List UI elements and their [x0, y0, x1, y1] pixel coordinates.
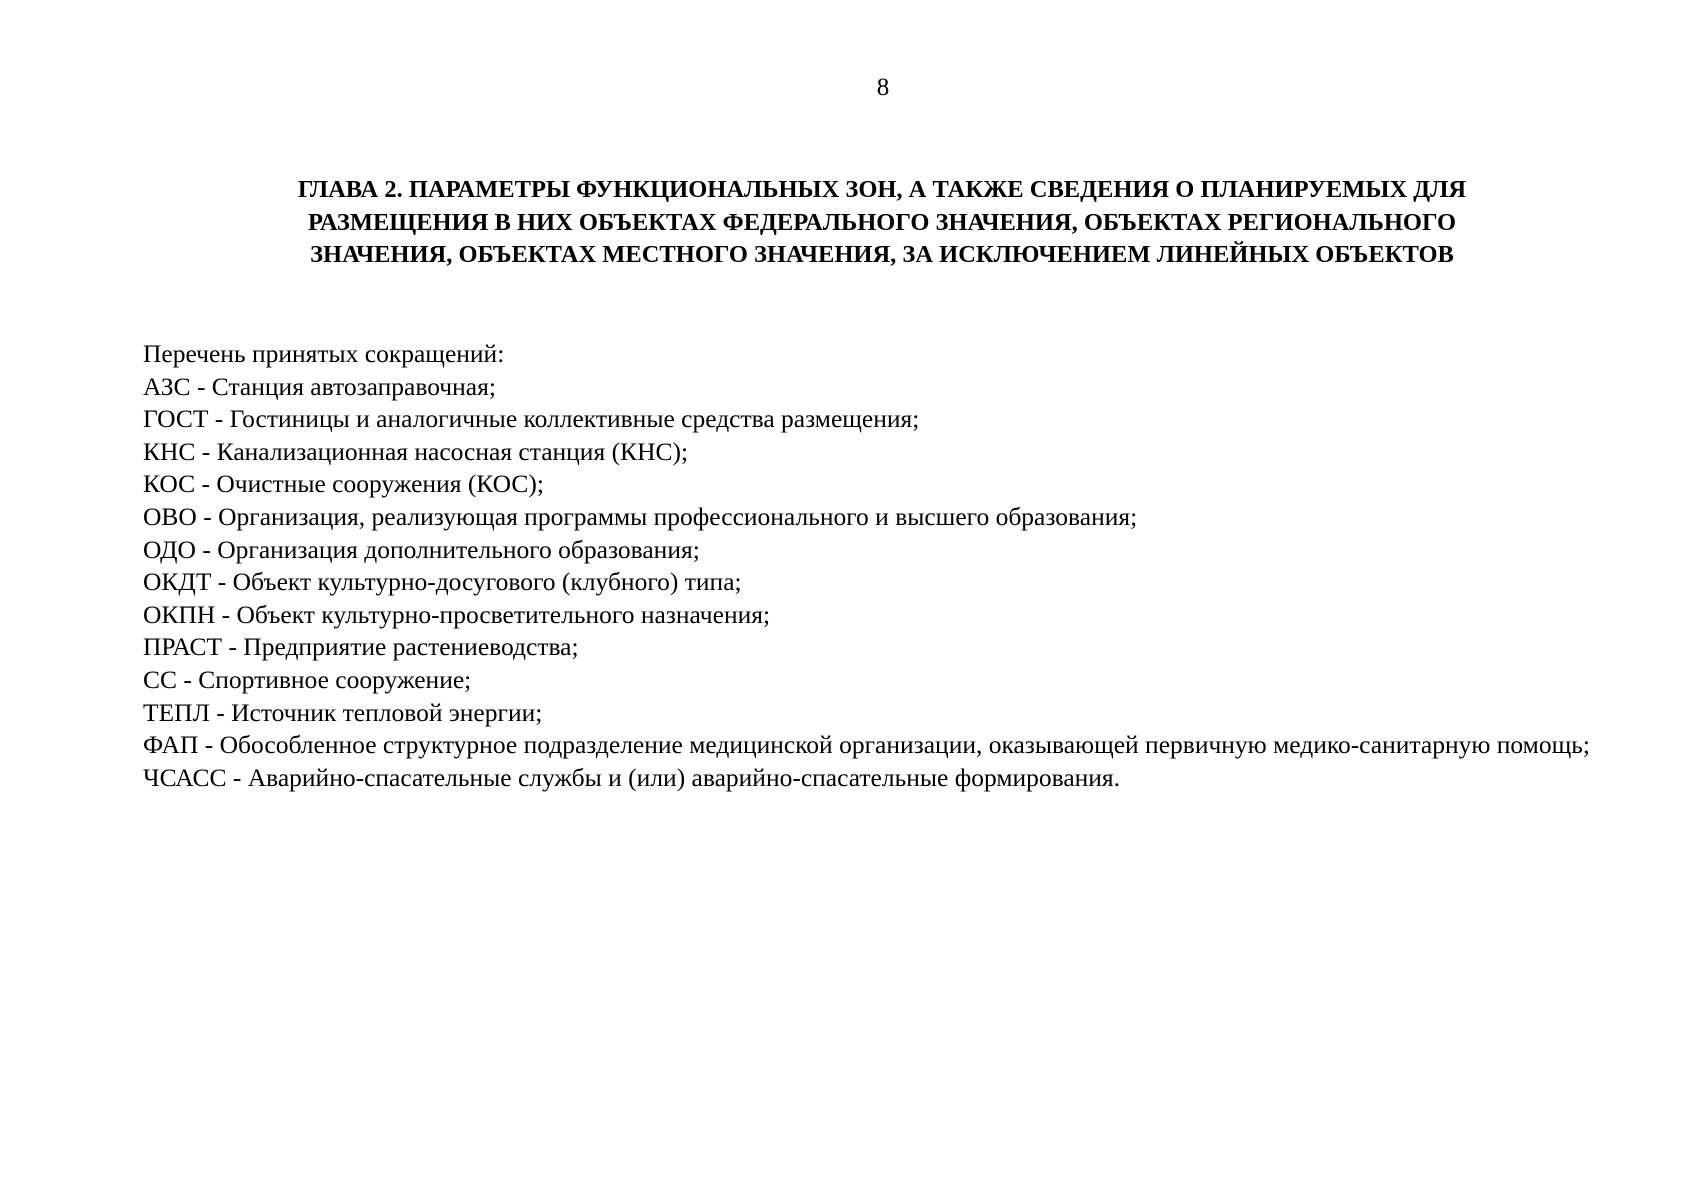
list-item: КОС - Очистные сооружения (КОС); — [143, 469, 544, 499]
list-item: ОВО - Организация, реализующая программы профессионального и высшего образования; — [143, 501, 1138, 531]
list-item: ОКДТ - Объект культурно-досугового (клубного) типа; — [143, 567, 742, 597]
abbreviations-list — [143, 338, 1621, 794]
list-item: ОДО - Организация дополнительного образования; — [143, 534, 700, 564]
abbreviations-intro: Перечень принятых сокращений: — [143, 339, 505, 368]
heading-line: РАЗМЕЩЕНИЯ В НИХ ОБЪЕКТАХ ФЕДЕРАЛЬНОГО ЗНАЧЕНИЯ, ОБЪЕКТАХ РЕГИОНАЛЬНОГО — [307, 208, 1457, 236]
page-number: 8 — [876, 74, 890, 101]
list-item: СС - Спортивное сооружение; — [143, 664, 472, 694]
list-item: ГОСТ - Гостиницы и аналогичные коллективные средства размещения; — [143, 404, 920, 434]
list-item: ЧСАСС - Аварийно-спасательные службы и (или) аварийно-спасательные формирования. — [143, 762, 1121, 792]
list-item: ОКПН - Объект культурно-просветительного назначения; — [143, 599, 771, 629]
list-item: ПРАСТ - Предприятие растениеводства; — [143, 632, 579, 662]
list-item: АЗС - Станция автозаправочная; — [143, 371, 496, 401]
heading-line: ЗНАЧЕНИЯ, ОБЪЕКТАХ МЕСТНОГО ЗНАЧЕНИЯ, ЗА ИСКЛЮЧЕНИЕМ ЛИНЕЙНЫХ ОБЪЕКТОВ — [310, 241, 1454, 268]
list-item: ФАП - Обособленное структурное подразделение медицинской организации, оказывающей первичную медико-санитарную помощь; — [143, 730, 1590, 760]
heading-line: ГЛАВА 2. ПАРАМЕТРЫ ФУНКЦИОНАЛЬНЫХ ЗОН, А ТАКЖЕ СВЕДЕНИЯ О ПЛАНИРУЕМЫХ ДЛЯ — [297, 176, 1467, 203]
chapter-heading — [143, 174, 1621, 272]
list-item: ТЕПЛ - Источник тепловой энергии; — [143, 697, 543, 727]
list-item: КНС - Канализационная насосная станция (КНС); — [143, 436, 689, 466]
